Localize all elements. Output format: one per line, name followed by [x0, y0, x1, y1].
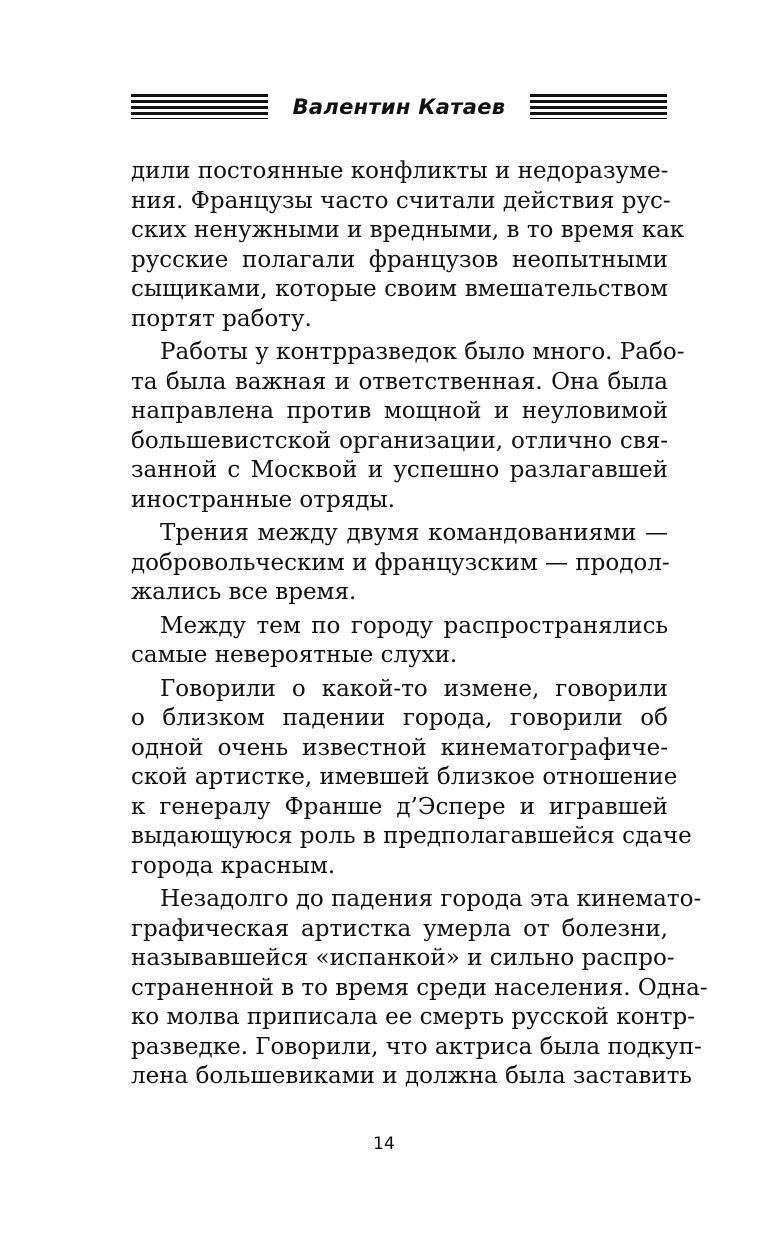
text-line: направлена против мощной и неуловимой	[131, 398, 668, 424]
text-line: к генералу Франше д’Эспере и игравшей	[131, 793, 668, 820]
text-line: ских ненужными и вредными, в то время как	[131, 217, 685, 243]
text-line: лена большевиками и должна была заставить	[131, 1063, 692, 1089]
text-line: Незадолго до падения города эта кинемато-	[160, 886, 702, 912]
text-line: самые невероятные слухи.	[131, 642, 458, 668]
text-line: иностранные отряды.	[131, 486, 396, 513]
text-line: Трения между двумя командованиями —	[160, 520, 668, 546]
text-line: занной с Москвой и успешно разлагавшей	[131, 457, 668, 483]
text-line: ской артистке, имевшей близкое отношение	[131, 764, 678, 790]
header-stripes-right	[530, 94, 667, 119]
text-line: дили постоянные конфликты и недоразуме-	[131, 158, 669, 184]
header-author: Валентин Катаев	[292, 95, 506, 119]
text-line: жались все время.	[131, 579, 357, 605]
text-line: выдающуюся роль в предполагавшейся сдаче	[131, 823, 692, 849]
text-line: Между тем по городу распространялись	[160, 612, 668, 639]
text-line: портят работу.	[131, 305, 312, 332]
text-line: графическая артистка умерла от болезни,	[131, 915, 668, 942]
text-line: Работы у контрразведок было много. Рабо-	[160, 339, 685, 365]
body-text	[131, 157, 708, 1092]
text-line: ния. Французы часто считали действия рус-	[131, 187, 671, 214]
page-number: 14	[373, 1134, 395, 1154]
running-header	[131, 90, 667, 124]
text-line: страненной в то время среди населения. Одна-	[131, 974, 708, 1001]
text-line: одной очень известной кинематографиче-	[131, 734, 668, 761]
text-line: о близком падении города, говорили об	[131, 705, 668, 731]
text-line: разведке. Говорили, что актриса была подкуп-	[131, 1033, 702, 1060]
text-line: добровольческим и французским — продол-	[131, 549, 670, 576]
text-line: города красным.	[131, 852, 336, 879]
text-line: называвшейся «испанкой» и сильно распро-	[131, 945, 675, 971]
text-line: сыщиками, которые своим вмешательством	[131, 276, 668, 302]
text-line: русские полагали французов неопытными	[131, 246, 668, 273]
header-stripes-left	[131, 94, 268, 119]
text-line: та была важная и ответственная. Она была	[131, 368, 668, 395]
text-line: большевистской организации, отлично свя-	[131, 427, 668, 454]
text-line: Говорили о какой-то измене, говорили	[160, 675, 668, 702]
text-line: ко молва приписала ее смерть русской контр-	[131, 1004, 695, 1030]
